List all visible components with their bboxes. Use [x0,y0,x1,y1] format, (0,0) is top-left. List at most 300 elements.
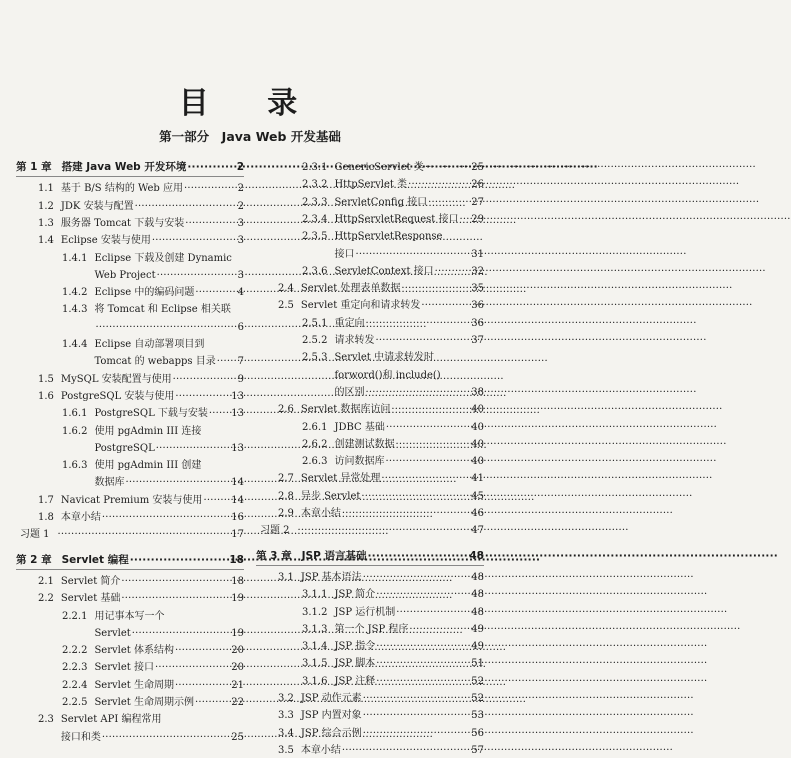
toc-entry-page: 48 [469,549,484,562]
toc-entry-number: 3.1 [278,571,294,583]
toc-entry [16,643,244,658]
toc-entry-page: 27 [471,196,484,208]
dot-leader [408,177,470,192]
toc-entry [16,475,244,490]
dot-leader [155,660,230,675]
toc-entry-number: 1.6.2 [62,425,88,437]
toc-entry-title: PostgreSQL 下载与安装 [94,408,208,420]
toc-entry-title: Eclipse 下载及创建 Dynamic [94,252,232,264]
toc-entry-page: 13 [231,442,244,454]
toc-entry-number: 2.6.2 [302,438,328,450]
toc-entry-page: 40 [471,421,484,433]
dot-leader [428,195,470,210]
toc-entry-title: 访问数据库 [334,456,385,468]
toc-entry-title: 请求转发 [334,335,375,346]
toc-entry-title: JSP 运行机制 [334,606,396,618]
toc-entry [256,454,484,469]
toc-entry-title: Eclipse 安装与使用 [60,235,151,247]
dot-leader [365,316,470,331]
toc-entry [16,251,244,266]
toc-entry-page: 3 [237,269,244,281]
toc-entry [256,368,484,383]
toc-entry-title: JSP 简介 [334,589,376,601]
part-title: 第一部分 Java Web 开发基础 [159,129,341,144]
dot-leader [401,281,470,296]
toc-entry-title: Servlet 生命周期示例 [94,697,194,708]
toc-entry-title: PostgreSQL 安装与使用 [60,390,175,402]
toc-entry-page: 51 [471,658,484,670]
toc-entry-page: 52 [471,675,484,687]
toc-entry [256,639,484,654]
toc-entry-number: 2.5.2 [302,335,328,346]
toc-entry-title: Servlet 数据库访问 [300,404,391,416]
toc-entry [16,527,244,542]
toc-entry-page: 2 [237,200,244,212]
dot-leader [385,454,470,469]
toc-chapter-entry [16,553,244,568]
dot-leader [459,212,470,227]
toc-entry [16,216,244,231]
dot-leader [421,298,470,313]
toc-entry-number: 3.1.4 [302,641,328,653]
toc-entry-title: Servlet 接口 [94,662,154,674]
toc-entry [16,493,244,508]
toc-entry-number: 1.4 [38,235,54,247]
toc-entry-number: 2.1 [38,575,54,587]
toc-entry [256,350,484,365]
dot-leader [217,354,237,369]
toc-entry-title: Servlet 处理表单数据 [300,283,401,295]
toc-chapter-entry [16,160,244,175]
toc-entry-number: 1.6.3 [62,460,88,472]
toc-entry-number: 第 3 章 [256,549,292,562]
toc-entry-title: Servlet 生命周期 [94,679,174,691]
toc-entry-page: 18 [229,553,244,566]
toc-entry [256,656,484,671]
toc-entry-page: 17 [231,529,244,541]
toc-entry-number: 2.4 [278,283,294,295]
toc-entry [256,177,484,192]
toc-entry-title: Servlet 简介 [60,575,121,587]
toc-entry-page: 25 [471,162,484,173]
dot-leader [195,695,230,710]
toc-entry-page: 13 [231,408,244,420]
toc-entry-number: 2.3.1 [302,162,328,173]
toc-entry-number: 2.3.4 [302,213,328,225]
toc-entry-title: JDK 安装与配置 [60,200,134,212]
toc-entry-page: 48 [471,571,484,583]
toc-entry-number: 2.3 [38,714,54,726]
toc-entry [256,471,484,486]
toc-entry-page: 37 [471,335,484,346]
toc-entry-number: 1.7 [38,494,54,506]
toc-entry-title: Navicat Premium 安装与使用 [60,494,203,506]
toc-entry-title: Servlet 异常处理 [300,473,381,485]
chapter-divider [16,569,244,570]
toc-entry-title: JSP 脚本 [334,658,376,670]
toc-entry [16,626,244,641]
toc-entry-title: GenericServlet 类 [334,162,424,173]
toc-entry [256,402,484,417]
toc-entry [256,229,484,244]
toc-entry-page: 6 [237,321,244,333]
toc-entry-number: 1.4.2 [62,287,88,299]
dot-leader [381,471,470,486]
toc-entry-number: 2.3.5 [302,231,328,243]
toc-entry [256,570,484,585]
dot-leader [396,605,470,620]
dot-leader [361,489,470,504]
toc-entry-page: 35 [471,283,484,295]
toc-entry-page: 14 [231,477,244,489]
dot-leader [121,591,230,606]
toc-entry [256,420,484,435]
dot-leader [102,510,230,525]
toc-entry [16,389,244,404]
dot-leader [342,506,470,521]
toc-entry [16,609,244,624]
toc-entry-number: 3.3 [278,710,294,722]
toc-entry-number: 2.9 [278,508,294,519]
toc-entry [256,523,484,538]
toc-entry-title: forword()和 include() [334,369,441,381]
toc-entry-number: 3.1.3 [302,623,328,635]
toc-entry-page: 47 [471,525,484,537]
toc-entry-page: 36 [471,300,484,312]
toc-entry-number: 2.2.5 [62,697,88,708]
toc-entry-page: 18 [231,575,244,587]
dot-leader [175,389,230,404]
toc-entry-number: 习题 2 [260,525,290,537]
toc-entry-number: 1.4.3 [62,304,88,316]
toc-entry-title: PostgreSQL [94,442,155,454]
toc-entry-number: 1.5 [38,373,54,385]
toc-entry-title: 本章小结 [300,744,341,756]
toc-entry [16,574,244,589]
dot-leader [184,181,237,196]
toc-entry-number: 3.1.5 [302,658,328,670]
toc-entry-page: 36 [471,317,484,329]
toc-entry [16,354,244,369]
toc-entry-page: 4 [237,287,244,299]
toc-entry [256,264,484,279]
toc-entry-page: 14 [231,494,244,506]
toc-entry [16,268,244,283]
toc-entry-page: 48 [471,589,484,601]
toc-entry [256,674,484,689]
dot-leader [363,708,471,723]
toc-entry-number: 1.1 [38,183,54,195]
toc-entry-number: 1.6 [38,390,54,402]
toc-entry [256,247,484,262]
toc-entry-title: 接口 [334,248,355,260]
toc-entry [16,302,244,317]
toc-entry-title: MySQL 安装配置与使用 [60,373,172,385]
toc-entry-title: Servlet API 编程常用 [60,714,162,726]
dot-leader [185,216,236,231]
toc-entry [16,458,244,473]
toc-entry-title: Eclipse 中的编码问题 [94,287,195,299]
toc-entry [16,372,244,387]
toc-chapter-entry [256,549,484,564]
toc-entry-title: JSP 注释 [334,675,376,687]
toc-entry-page: 46 [471,508,484,519]
toc-entry [256,195,484,210]
toc-entry-page: 29 [471,213,484,225]
dot-leader [175,643,230,658]
toc-entry-page: 40 [471,456,484,468]
toc-entry-number: 3.2 [278,693,294,704]
chapter-divider [256,565,484,566]
toc-entry [256,605,484,620]
toc-entry-number: 第 1 章 [16,161,52,173]
toc-entry-title: 将 Tomcat 和 Eclipse 相关联 [94,304,231,316]
toc-entry-number: 3.1.6 [302,675,328,687]
dot-leader [173,372,237,387]
toc-entry-title: 使用 pgAdmin III 创建 [94,460,202,472]
toc-entry-page: 22 [231,697,244,708]
toc-entry-number: 1.6.1 [62,408,88,420]
toc-entry-page: 20 [231,662,244,674]
toc-entry-title: HttpServletResponse [334,231,443,243]
toc-entry-number: 第 2 章 [16,553,52,566]
toc-entry [256,708,484,723]
toc-entry-number: 习题 1 [20,529,50,541]
toc-entry-number: 2.6.1 [302,421,328,433]
toc-entry-page: 2 [236,161,244,173]
toc-entry-number: 2.3.3 [302,196,328,208]
toc-entry-page: 19 [231,593,244,605]
dot-leader [355,247,470,262]
toc-entry-page: 21 [231,679,244,691]
toc-entry-number: 2.2.3 [62,662,88,674]
toc-entry-number: 1.8 [38,512,54,523]
toc-entry [256,622,484,637]
dot-leader [365,385,470,400]
toc-entry-title: JSP 基本语法 [300,571,362,583]
toc-entry-page: 3 [237,217,244,229]
toc-entry [16,406,244,421]
toc-entry-page: 56 [471,727,484,739]
dot-leader [157,268,237,283]
toc-entry-title: 创建测试数据 [334,438,395,450]
toc-entry [256,691,484,706]
toc-entry-page: 57 [471,744,484,756]
dot-leader [58,527,231,542]
dot-leader [376,587,470,602]
toc-entry [16,730,244,745]
toc-entry-page: 20 [231,645,244,657]
dot-leader [187,160,235,175]
dot-leader [209,406,230,421]
toc-entry-number: 2.5.1 [302,317,328,329]
toc-entry-page: 26 [471,179,484,191]
toc-entry-title: 接口和类 [60,731,101,743]
toc-entry [256,385,484,400]
toc-entry [256,587,484,602]
toc-entry [16,695,244,710]
dot-leader [95,320,236,335]
toc-entry-page: 25 [231,731,244,743]
dot-leader [375,333,470,348]
dot-leader [367,549,468,564]
page-title: 目 录 [178,86,322,121]
toc-entry [16,591,244,606]
dot-leader [152,233,237,248]
toc-entry-page: 13 [231,390,244,402]
toc-entry-number: 2.8 [278,490,294,502]
toc-entry-title: Servlet 体系结构 [94,645,174,657]
toc-entry [16,233,244,248]
toc-entry-title: 数据库 [94,477,125,489]
toc-entry [16,199,244,214]
toc-entry-number: 1.4.1 [62,252,88,264]
dot-leader [298,523,471,538]
toc-entry-number: 1.4.4 [62,339,88,350]
chapter-divider [16,176,244,177]
toc-entry-page: 2 [237,183,244,195]
toc-entry-number: 1.2 [38,200,54,212]
dot-leader [130,553,229,568]
toc-entry-title: Tomcat 的 webapps 目录 [94,356,216,368]
toc-entry-number: 2.5 [278,300,294,312]
toc-entry-title: 基于 B/S 结构的 Web 应用 [60,183,183,195]
toc-entry [16,712,244,727]
dot-leader [195,285,236,300]
toc-entry-number: 2.2 [38,593,54,605]
dot-leader [132,626,230,641]
dot-leader [156,441,231,456]
toc-entry-number: 3.4 [278,727,294,739]
toc-entry-number: 3.1.2 [302,606,328,618]
toc-entry [256,333,484,348]
toc-entry-page: 7 [237,356,244,368]
toc-entry-page: 53 [471,710,484,722]
toc-entry [256,281,484,296]
toc-entry [16,441,244,456]
dot-leader [203,493,230,508]
toc-entry-title: 使用 pgAdmin III 连接 [94,425,202,437]
toc-entry [16,337,244,352]
toc-entry-number: 2.3.6 [302,265,328,277]
toc-entry-number: 2.6 [278,404,294,416]
toc-entry-page: 41 [471,473,484,485]
toc-entry-number: 3.5 [278,744,294,756]
toc-entry-number: 2.2.1 [62,610,88,622]
toc-entry-page: 31 [471,248,484,260]
toc-entry-title: 第一个 JSP 程序 [334,623,409,635]
toc-entry-title: 本章小结 [300,508,341,519]
dot-leader [363,726,471,741]
toc-entry-title: 用记事本写一个 [94,610,165,622]
toc-entry-number: 2.6.3 [302,456,328,468]
toc-entry-title: JSP 内置对象 [300,710,362,722]
toc-entry-title: 服务器 Tomcat 下载与安装 [60,217,185,229]
toc-entry-page: 40 [471,438,484,450]
toc-entry-number: 2.7 [278,473,294,485]
toc-entry-page: 3 [237,235,244,247]
toc-entry-title: JDBC 基础 [334,421,385,433]
toc-entry-title: JSP 动作元素 [300,693,362,704]
dot-leader [125,475,230,490]
toc-entry [256,743,484,758]
toc-entry-title: Servlet 基础 [60,593,121,605]
toc-entry-page: 32 [471,265,484,277]
toc-entry-page: 45 [471,490,484,502]
toc-entry-title: JSP 指令 [334,641,376,653]
toc-entry [256,316,484,331]
toc-entry [256,437,484,452]
toc-entry-title: HttpServletRequest 接口 [334,213,459,225]
dot-leader [102,730,230,745]
dot-leader [391,402,470,417]
toc-entry [16,678,244,693]
dot-leader [425,160,470,175]
toc-entry-page: 38 [471,386,484,398]
toc-entry [16,320,244,335]
dot-leader [175,678,230,693]
dot-leader [363,691,471,706]
toc-entry-title: Servlet 编程 [61,553,129,566]
toc-entry [256,506,484,521]
toc-entry-number: 3.1.1 [302,589,328,601]
toc-entry-title: 搭建 Java Web 开发环境 [61,161,187,173]
toc-entry-title: Eclipse 自动部署项目到 [94,339,205,350]
toc-entry [16,181,244,196]
dot-leader [376,674,470,689]
toc-entry-page: 48 [471,606,484,618]
toc-entry-number: 2.2.2 [62,645,88,657]
toc-entry-page: 40 [471,404,484,416]
toc-entry-title: JSP 语言基础 [301,549,367,562]
toc-entry-number: 2.2.4 [62,679,88,691]
dot-leader [121,574,230,589]
dot-leader [342,743,470,758]
dot-leader [435,264,471,279]
toc-entry [256,298,484,313]
toc-entry-title: 的区别 [334,386,365,398]
dot-leader [376,639,470,654]
toc-entry-page: 19 [231,627,244,639]
toc-entry-title: JSP 综合示例 [300,727,362,739]
toc-entry-number: 2.3.2 [302,179,328,191]
toc-entry [256,212,484,227]
toc-entry-page: 49 [471,623,484,635]
toc-entry-title: Servlet [94,627,131,639]
toc-entry-page: 49 [471,641,484,653]
toc-entry-title: HttpServlet 类 [334,179,408,191]
toc-entry [16,510,244,525]
toc-entry-number: 2.5.3 [302,352,328,364]
toc-entry-title: ServletContext 接口 [334,265,434,277]
toc-entry [256,160,484,175]
toc-entry-title: ServletConfig 接口 [334,196,428,208]
toc-entry-page: 9 [237,373,244,385]
dot-leader [409,622,470,637]
toc-entry-page: 16 [231,512,244,523]
toc-entry-title: 本章小结 [60,512,101,523]
toc-entry [16,424,244,439]
dot-leader [386,420,470,435]
dot-leader [135,199,237,214]
toc-entry-number: 1.3 [38,217,54,229]
toc-entry-title: Servlet 中请求转发时 [334,352,434,364]
toc-entry [256,726,484,741]
dot-leader [376,656,470,671]
toc-entry-title: Servlet 重定向和请求转发 [300,300,421,312]
toc-entry-title: 重定向 [334,317,365,329]
toc-entry [256,489,484,504]
